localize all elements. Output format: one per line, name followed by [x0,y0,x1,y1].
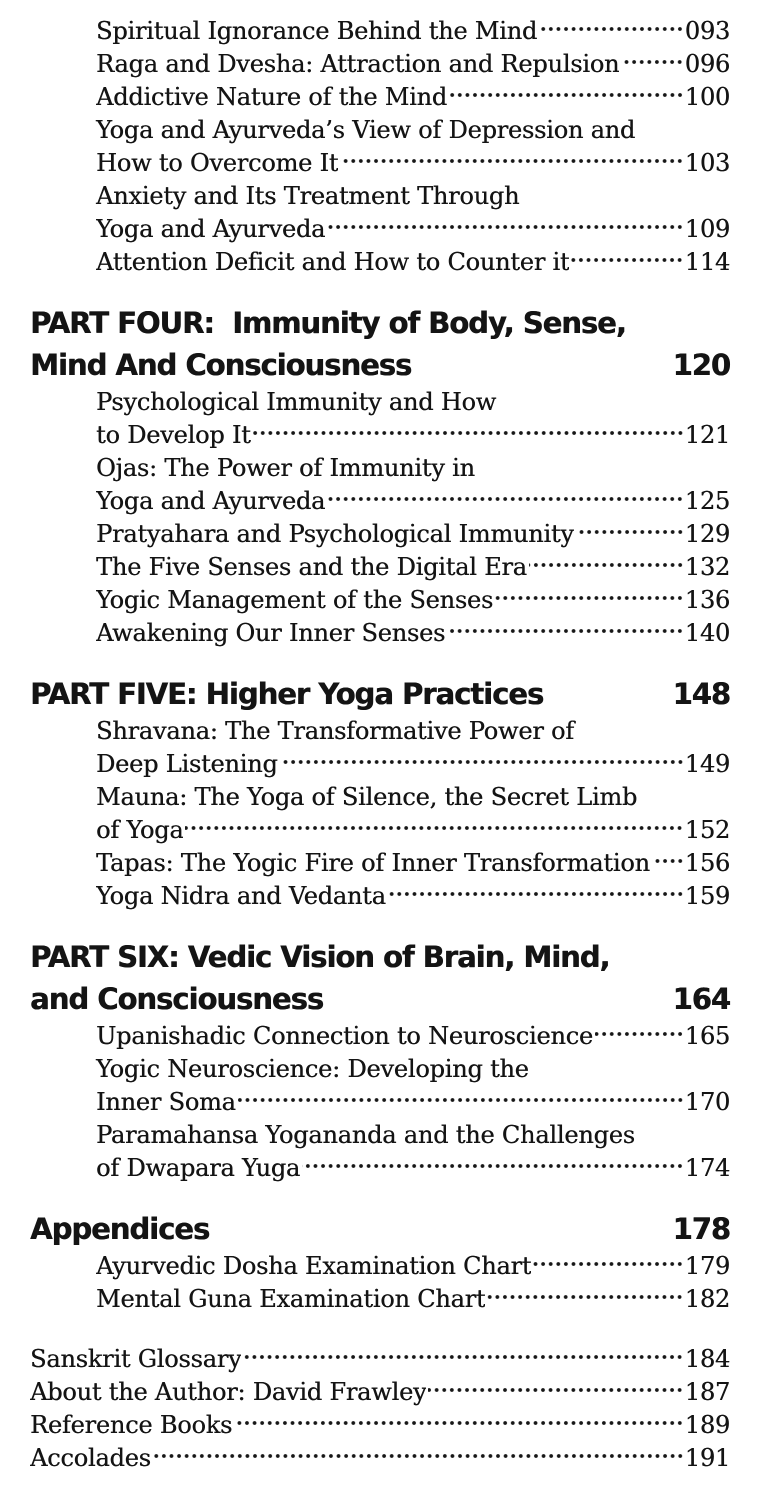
entry-title: Accolades [30,1444,151,1472]
dot-leader [340,154,685,180]
toc-entry [96,551,730,584]
toc-section [30,302,730,650]
entry-title: Yogic Management of the Senses [96,586,494,614]
entry-line-continued: Psychological Immunity and How [96,388,497,416]
entry-title: Yoga and Ayurveda [96,215,326,243]
entry-page-number: 136 [684,586,730,614]
entry-page-number: 191 [684,1444,730,1472]
part-heading-text: PART SIX: Vedic Vision of Brain, Mind, [30,940,610,974]
entry-title: About the Author: David Frawley [30,1378,427,1406]
entry-line [96,518,730,551]
toc-section [30,1208,730,1316]
toc-entry [96,1283,730,1316]
entry-line-continued: Yoga and Ayurveda’s View of Depression and [96,116,636,144]
entry-title: Inner Soma [96,1088,236,1116]
dot-leader [280,755,685,781]
dot-leader [595,1027,685,1053]
dot-leader [388,887,685,913]
entry-line-continued: Ojas: The Power of Immunity in [96,454,475,482]
dot-leader [487,1290,684,1316]
entry-line [96,246,730,279]
toc-entry [96,1053,730,1119]
entry-page-number: 121 [684,421,730,449]
dot-leader [539,22,685,48]
entry-page-number: 125 [684,487,730,515]
entry-page-number: 140 [684,619,730,647]
entry-page-number: 096 [684,50,730,78]
entry-line [96,213,730,246]
entry-page-number: 093 [684,17,730,45]
entry-line [96,147,730,180]
toc-entry [96,1119,730,1185]
entry-title: Addictive Nature of the Mind [96,83,447,111]
dot-leader [571,253,684,279]
dot-leader [238,1093,685,1119]
entry-page-number: 184 [684,1345,730,1373]
entry-title: of Dwapara Yuga [96,1154,301,1182]
entry-title: Raga and Dvesha: Attraction and Repulsion [96,50,620,78]
entry-page-number: 182 [684,1285,730,1313]
toc-entry [96,48,730,81]
entry-page-number: 159 [684,882,730,910]
toc-entry [30,1409,730,1442]
part-heading-text: and Consciousness [30,982,323,1016]
entry-line-continued: Mauna: The Yoga of Silence, the Secret Limb [96,783,638,811]
toc-entry [96,386,730,452]
toc-entry [96,114,730,180]
part-heading-line [30,673,730,715]
entry-title: Sanskrit Glossary [30,1345,242,1373]
part-heading-line [30,1208,730,1250]
toc-section [30,15,730,279]
entry-title: Deep Listening [96,750,278,778]
entry-title: Yoga and Ayurveda [96,487,326,515]
entry-line [96,584,730,617]
part-heading-line [30,936,730,978]
entry-line [96,419,730,452]
dot-leader [253,426,685,452]
toc-entry [96,847,730,880]
toc-entry [96,81,730,114]
part-heading-text: PART FOUR: Immunity of Body, Sense, [30,306,626,340]
entry-page-number: 132 [684,553,730,581]
entry-title: Mental Guna Examination Chart [96,1285,486,1313]
entry-title: Spiritual Ignorance Behind the Mind [96,17,538,45]
toc-entry [96,518,730,551]
entry-line [96,81,730,114]
entry-page-number: 103 [684,149,730,177]
entry-page-number: 189 [684,1411,730,1439]
entry-line-continued: Yogic Neuroscience: Developing the [96,1055,529,1083]
toc-entry [96,1250,730,1283]
dot-leader [447,624,685,650]
toc-entry [96,15,730,48]
part-heading-line [30,978,730,1020]
entry-line [30,1343,730,1376]
entry-page-number: 174 [684,1154,730,1182]
entry-page-number: 165 [684,1022,730,1050]
entry-title: Attention Deficit and How to Counter it [96,248,570,276]
dot-leader [302,1159,685,1185]
entry-title: The Five Senses and the Digital Era [96,553,527,581]
part-heading-line [30,302,730,344]
entry-line-continued: Paramahansa Yogananda and the Challenges [96,1121,635,1149]
entry-title: Ayurvedic Dosha Examination Chart [96,1252,532,1280]
entry-line [30,1442,730,1475]
dot-leader [153,1449,685,1475]
dot-leader [327,220,685,246]
dot-leader [621,55,684,81]
entry-page-number: 179 [684,1252,730,1280]
toc-entry [96,781,730,847]
entry-page-number: 170 [684,1088,730,1116]
entry-line [96,814,730,847]
entry-line [96,551,730,584]
toc-entry [96,584,730,617]
toc-section [30,1343,730,1475]
dot-leader [652,854,685,880]
entry-line-continued: Shravana: The Transformative Power of [96,717,574,745]
entry-title: Pratyahara and Psychological Immunity [96,520,574,548]
part-heading-text: PART FIVE: Higher Yoga Practices [30,677,544,711]
entry-line [96,847,730,880]
entry-title: Tapas: The Yogic Fire of Inner Transformation [96,849,650,877]
entry-line [96,1020,730,1053]
toc-sections [30,15,730,1475]
toc-entry [96,452,730,518]
entry-title: of Yoga [96,816,184,844]
part-page-number: 164 [672,982,730,1016]
dot-leader [185,821,684,847]
entry-title: Yoga Nidra and Vedanta [96,882,386,910]
dot-leader [327,492,685,518]
entry-page-number: 156 [684,849,730,877]
entry-line [96,48,730,81]
entry-page-number: 187 [684,1378,730,1406]
entry-line [96,485,730,518]
entry-title: Reference Books [30,1411,233,1439]
part-heading-text: Appendices [30,1212,210,1246]
entry-line [96,15,730,48]
toc-entry [96,180,730,246]
dot-leader [533,1257,685,1283]
toc-entry [96,1020,730,1053]
entry-title: Upanishadic Connection to Neuroscience [96,1022,593,1050]
entry-line [96,1250,730,1283]
toc-section [30,673,730,913]
dot-leader [529,558,685,584]
toc-entry [96,880,730,913]
part-page-number: 120 [672,348,730,382]
entry-page-number: 152 [684,816,730,844]
dot-leader [495,591,685,617]
part-heading-text: Mind And Consciousness [30,348,412,382]
part-page-number: 148 [672,677,730,711]
toc-section [30,936,730,1185]
dot-leader [234,1416,685,1442]
entry-page-number: 129 [684,520,730,548]
toc-entry [30,1442,730,1475]
entry-title: How to Overcome It [96,149,339,177]
dot-leader [576,525,685,551]
dot-leader [243,1350,684,1376]
entry-title: to Develop It [96,421,251,449]
entry-page-number: 100 [684,83,730,111]
part-page-number: 178 [672,1212,730,1246]
entry-page-number: 114 [684,248,730,276]
entry-page-number: 109 [684,215,730,243]
toc-entry [30,1376,730,1409]
toc-entry [96,617,730,650]
entry-line [96,748,730,781]
entry-line [96,880,730,913]
entry-line [96,1152,730,1185]
entry-line [30,1376,730,1409]
entry-page-number: 149 [684,750,730,778]
entry-line [96,1283,730,1316]
part-heading-line [30,344,730,386]
entry-line [96,1086,730,1119]
entry-line-continued: Anxiety and Its Treatment Through [96,182,520,210]
toc-entry [96,715,730,781]
dot-leader [428,1383,684,1409]
entry-title: Awakening Our Inner Senses [96,619,446,647]
entry-line [30,1409,730,1442]
entry-line [96,617,730,650]
toc-entry [96,246,730,279]
dot-leader [449,88,685,114]
toc-entry [30,1343,730,1376]
